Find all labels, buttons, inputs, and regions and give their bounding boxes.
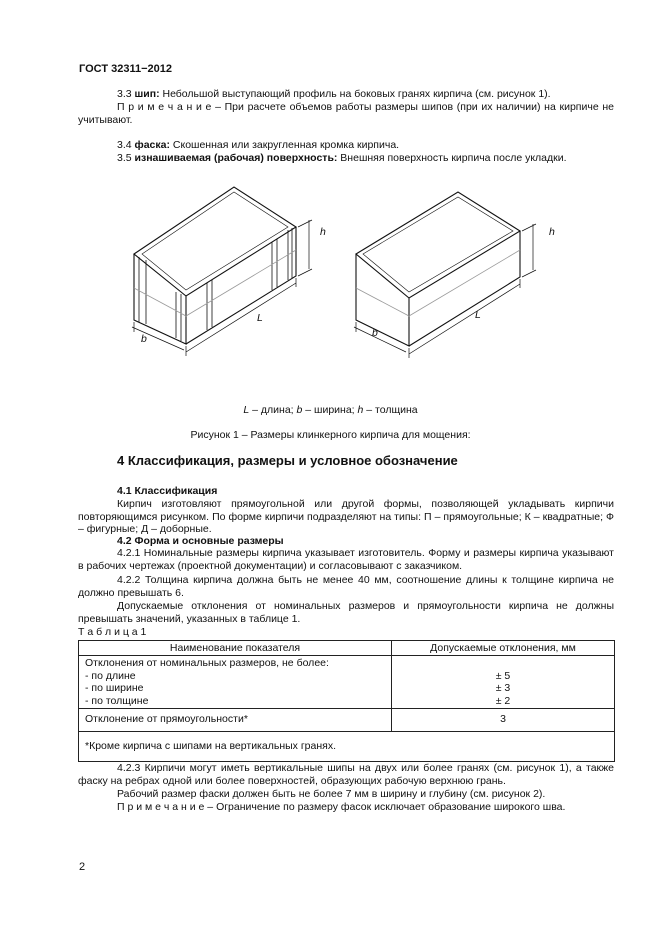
table-row bbox=[79, 709, 615, 732]
table-label: Т а б л и ц а 1 bbox=[78, 626, 147, 638]
table-footnote-row bbox=[79, 732, 615, 761]
term: фаска: bbox=[134, 139, 170, 151]
definition-3-4 bbox=[78, 139, 614, 152]
document-header: ГОСТ 32311−2012 bbox=[79, 63, 172, 75]
legend-symbol: L bbox=[243, 404, 250, 416]
definition-text: Внешняя поверхность кирпича после укладки. bbox=[337, 152, 567, 164]
tolerance-table bbox=[78, 640, 615, 762]
note-label: П р и м е ч а н и е bbox=[117, 801, 205, 813]
clause-number: 3.3 bbox=[117, 88, 135, 100]
brick-with-lugs-drawing bbox=[132, 187, 312, 356]
paragraph-chamfer: Рабочий размер фаски должен быть не более 7 мм в ширину и глубину (см. рисунок 2). bbox=[117, 788, 546, 800]
term: изнашиваемая (рабочая) поверхность: bbox=[134, 152, 338, 164]
figure-brick-dimensions bbox=[0, 170, 661, 400]
legend-symbol: b bbox=[296, 404, 303, 416]
paragraph-4-1: Кирпич изготовляют прямоугольной или другой формы, позволяющей укладывать кирпичи повторяющимся рисунком. По форме кирпичи подразделяют на типы: П – прямоугольные; К – квадратные; Ф – фигурные; Д – доборные. bbox=[78, 498, 614, 536]
subsection-heading-4-1: 4.1 Классификация bbox=[117, 485, 218, 497]
legend-text: – ширина; bbox=[302, 404, 358, 416]
legend-text: – длина; bbox=[249, 404, 297, 416]
legend-text: – толщина bbox=[363, 404, 418, 416]
note-text: – Ограничение по размеру фасок исключает образование широкого шва. bbox=[204, 801, 566, 813]
paragraph-deviations: Допускаемые отклонения от номинальных размеров и прямоугольности кирпича не должны превышать значений, указанных в таблице 1. bbox=[78, 600, 614, 625]
row-value: ± 5 bbox=[495, 669, 511, 682]
group-title: Отклонения от номинальных размеров, не более: bbox=[85, 657, 329, 670]
figure-caption: Рисунок 1 – Размеры клинкерного кирпича для мощения: bbox=[190, 429, 471, 441]
table-cell: Отклонение от прямоугольности* bbox=[79, 709, 392, 732]
row-value: ± 2 bbox=[495, 694, 511, 707]
table-cell bbox=[79, 656, 392, 709]
label-b-right: b bbox=[372, 327, 378, 339]
row-name: - по ширине bbox=[85, 682, 144, 695]
term: шип: bbox=[134, 88, 160, 100]
row-value: ± 3 bbox=[495, 682, 511, 695]
label-L-left: L bbox=[257, 312, 263, 324]
definition-3-3 bbox=[78, 88, 614, 101]
plain-brick-drawing bbox=[354, 192, 536, 358]
paragraph-4-2-1: 4.2.1 Номинальные размеры кирпича указывает изготовитель. Форму и размеры кирпича указывают в рабочих чертежах (проектной документации) и согласовывают с заказчиком. bbox=[78, 547, 614, 572]
label-b-left: b bbox=[141, 333, 147, 345]
clause-number: 3.4 bbox=[117, 139, 135, 151]
definition-text: Небольшой выступающий профиль на боковых гранях кирпича (см. рисунок 1). bbox=[159, 88, 551, 100]
note-1 bbox=[78, 101, 614, 126]
subsection-heading-4-2: 4.2 Форма и основные размеры bbox=[117, 535, 284, 547]
clause-number: 3.5 bbox=[117, 152, 135, 164]
section-heading: 4 Классификация, размеры и условное обозначение bbox=[117, 453, 458, 468]
table-header-cell: Наименование показателя bbox=[79, 641, 392, 656]
table-row bbox=[79, 656, 615, 709]
label-L-right: L bbox=[475, 309, 481, 321]
note-2 bbox=[78, 801, 614, 814]
legend-symbol: h bbox=[357, 404, 364, 416]
figure-legend bbox=[0, 404, 661, 417]
table-footnote: *Кроме кирпича с шипами на вертикальных гранях. bbox=[79, 732, 615, 761]
definition-text: Скошенная или закругленная кромка кирпича. bbox=[169, 139, 400, 151]
table-cell bbox=[392, 656, 615, 709]
note-text: – При расчете объемов работы размеры шипов (при их наличии) на кирпиче не учитывают. bbox=[78, 101, 614, 126]
paragraph-4-2-2: 4.2.2 Толщина кирпича должна быть не менее 40 мм, соотношение длины к толщине кирпича не должно превышать 6. bbox=[78, 574, 614, 599]
paragraph-4-2-3: 4.2.3 Кирпичи могут иметь вертикальные шипы на двух или более гранях (см. рисунок 1), а также фаску на ребрах одной или более поверхностей, образующих рабочую верхнюю грань. bbox=[78, 762, 614, 787]
page-number: 2 bbox=[79, 861, 86, 873]
row-name: - по толщине bbox=[85, 694, 149, 707]
table-header-row bbox=[79, 641, 615, 656]
table-header-cell: Допускаемые отклонения, мм bbox=[392, 641, 615, 656]
table-cell: 3 bbox=[392, 709, 615, 732]
label-h-left: h bbox=[320, 226, 326, 238]
label-h-right: h bbox=[549, 226, 555, 238]
note-label: П р и м е ч а н и е bbox=[117, 101, 212, 113]
definition-3-5 bbox=[78, 152, 614, 165]
row-name: - по длине bbox=[85, 669, 136, 682]
